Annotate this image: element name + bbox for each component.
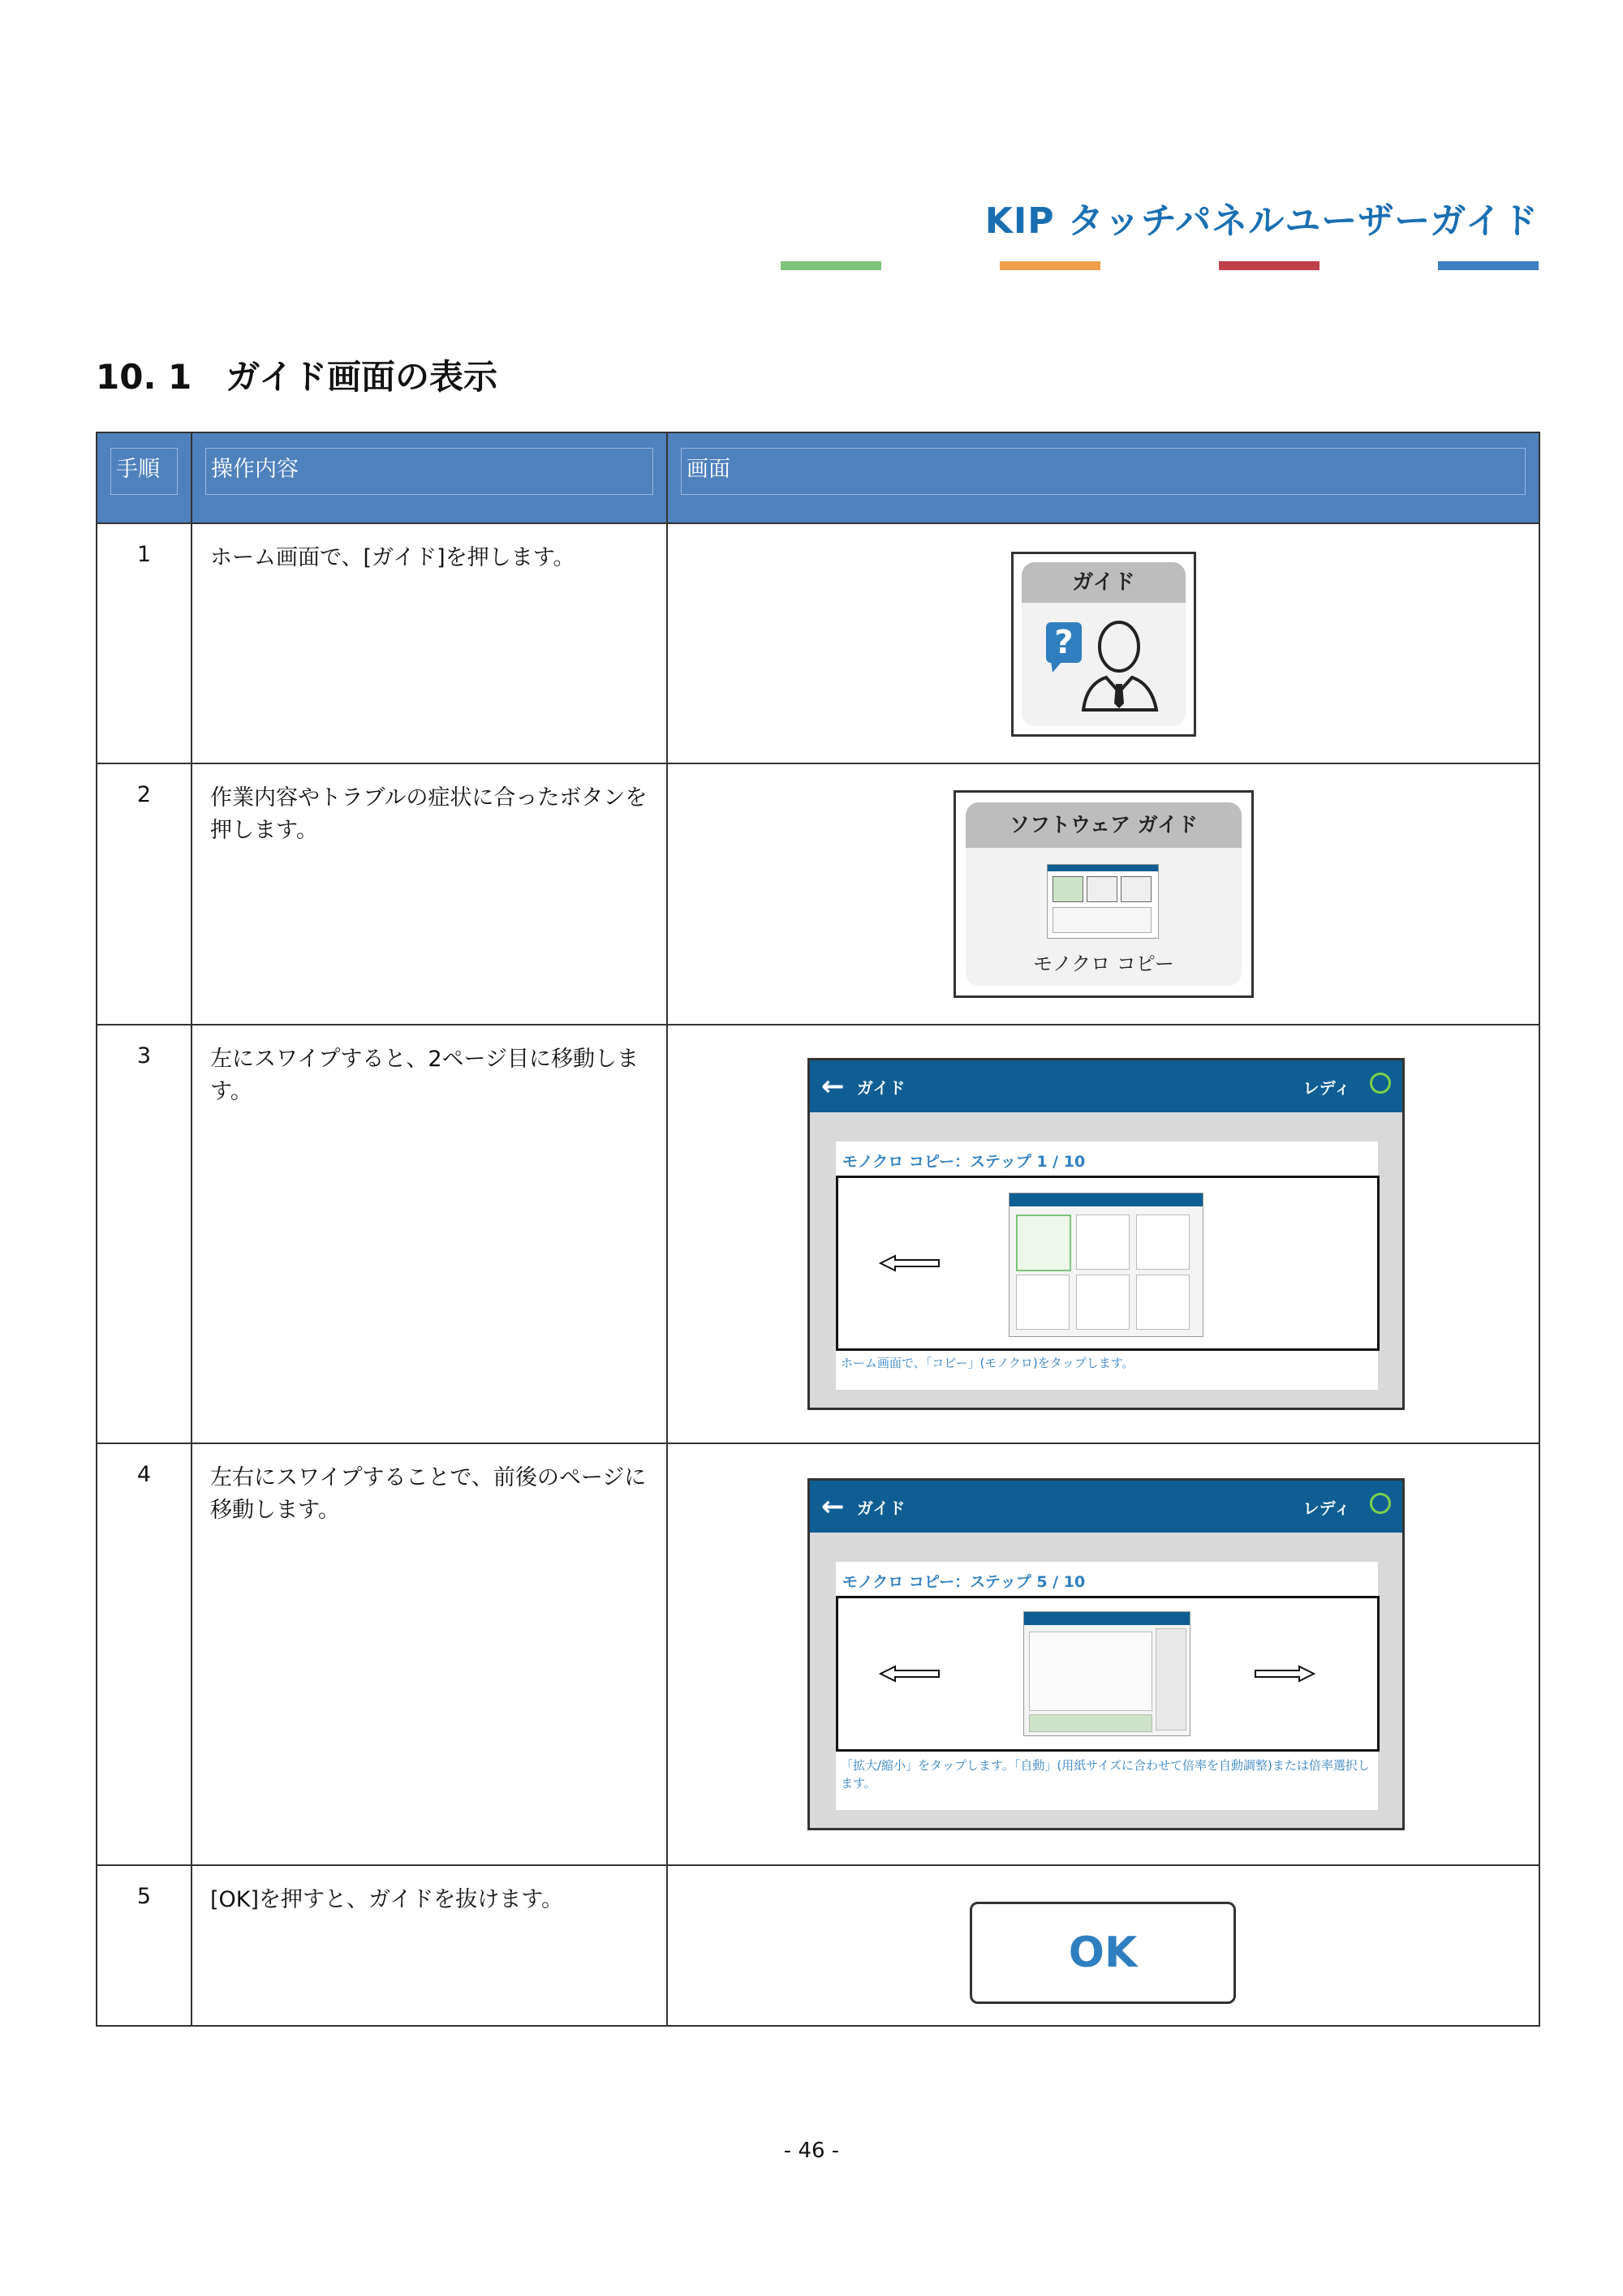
software-guide-label: ソフトウェア ガイド bbox=[966, 802, 1242, 848]
table-row bbox=[97, 763, 1539, 1025]
table-row bbox=[97, 523, 1539, 763]
back-arrow-icon[interactable]: ← bbox=[821, 1490, 845, 1523]
step-number: 1 bbox=[97, 523, 192, 763]
table-header-row bbox=[97, 432, 1539, 523]
header-screen: 画面 bbox=[667, 432, 1539, 523]
swipe-right-arrow-icon bbox=[1254, 1665, 1315, 1683]
swipe-left-arrow-icon bbox=[879, 1254, 941, 1272]
guide-step-label: モノクロ コピー：ステップ 1 / 10 bbox=[842, 1153, 1086, 1171]
step-number: 2 bbox=[97, 763, 192, 1025]
step-text: ホーム画面で、[ガイド]を押します。 bbox=[192, 523, 667, 763]
step-text: 左右にスワイプすることで、前後のページに移動します。 bbox=[192, 1443, 667, 1865]
guide-panel[interactable] bbox=[836, 1142, 1378, 1390]
step-text: 左にスワイプすると、2ページ目に移動します。 bbox=[192, 1025, 667, 1443]
guide-image-frame[interactable] bbox=[836, 1176, 1380, 1351]
table-row bbox=[97, 1865, 1539, 2026]
guide-screen bbox=[807, 1478, 1405, 1830]
step-text: 作業内容やトラブルの症状に合ったボタンを押します。 bbox=[192, 763, 667, 1025]
software-guide-button[interactable] bbox=[954, 790, 1254, 998]
guide-description: ホーム画面で、「コピー」(モノクロ)をタップします。 bbox=[841, 1356, 1134, 1370]
step-screen bbox=[667, 523, 1539, 763]
guide-button-label: ガイド bbox=[1022, 562, 1186, 603]
color-bar-blue bbox=[1438, 261, 1539, 270]
steps-table bbox=[96, 432, 1540, 2027]
step-number: 3 bbox=[97, 1025, 192, 1443]
status-ready: レディ bbox=[1302, 1498, 1350, 1518]
ready-status-icon bbox=[1370, 1493, 1391, 1514]
guide-title: ガイド bbox=[857, 1078, 906, 1098]
guide-description: 「拡大/縮小」をタップします。「自動」(用紙サイズに合わせて倍率を自動調整)または倍率選択します。 bbox=[841, 1758, 1370, 1791]
step-screen bbox=[667, 1865, 1539, 2026]
status-ready: レディ bbox=[1302, 1078, 1350, 1098]
section-title: 10. 1 ガイド画面の表示 bbox=[96, 357, 497, 397]
step-number: 4 bbox=[97, 1443, 192, 1865]
svg-text:?: ? bbox=[1054, 624, 1074, 661]
guide-button[interactable] bbox=[1011, 552, 1196, 737]
color-bar-green bbox=[781, 261, 881, 270]
table-row bbox=[97, 1443, 1539, 1865]
guide-title-bar bbox=[810, 1481, 1402, 1533]
copy-screen-thumbnail bbox=[1023, 1611, 1190, 1736]
color-bar-orange bbox=[1000, 261, 1100, 270]
ok-button[interactable]: OK bbox=[970, 1902, 1236, 2004]
swipe-left-arrow-icon bbox=[879, 1665, 941, 1683]
guide-panel[interactable] bbox=[836, 1562, 1378, 1810]
step-text: [OK]を押すと、ガイドを抜けます。 bbox=[192, 1865, 667, 2026]
guide-title-bar bbox=[810, 1060, 1402, 1112]
header-operation: 操作内容 bbox=[192, 432, 667, 523]
guide-person-icon bbox=[1038, 614, 1169, 712]
header-step: 手順 bbox=[97, 432, 192, 523]
back-arrow-icon[interactable]: ← bbox=[821, 1070, 845, 1103]
ready-status-icon bbox=[1370, 1073, 1391, 1094]
software-guide-sublabel: モノクロ コピー bbox=[1033, 952, 1174, 975]
step-screen bbox=[667, 1025, 1539, 1443]
home-screen-thumbnail bbox=[1009, 1193, 1203, 1337]
color-bar-red bbox=[1219, 261, 1319, 270]
home-screen-thumbnail bbox=[1047, 864, 1159, 939]
doc-title: KIP タッチパネルユーザーガイド bbox=[984, 200, 1539, 242]
step-screen bbox=[667, 763, 1539, 1025]
guide-screen bbox=[807, 1058, 1405, 1410]
page-number: - 46 - bbox=[783, 2139, 840, 2163]
guide-image-frame[interactable] bbox=[836, 1596, 1380, 1752]
table-row bbox=[97, 1025, 1539, 1443]
guide-title: ガイド bbox=[857, 1498, 906, 1518]
guide-step-label: モノクロ コピー：ステップ 5 / 10 bbox=[842, 1573, 1086, 1591]
step-number: 5 bbox=[97, 1865, 192, 2026]
color-bars bbox=[0, 261, 1623, 271]
step-screen bbox=[667, 1443, 1539, 1865]
